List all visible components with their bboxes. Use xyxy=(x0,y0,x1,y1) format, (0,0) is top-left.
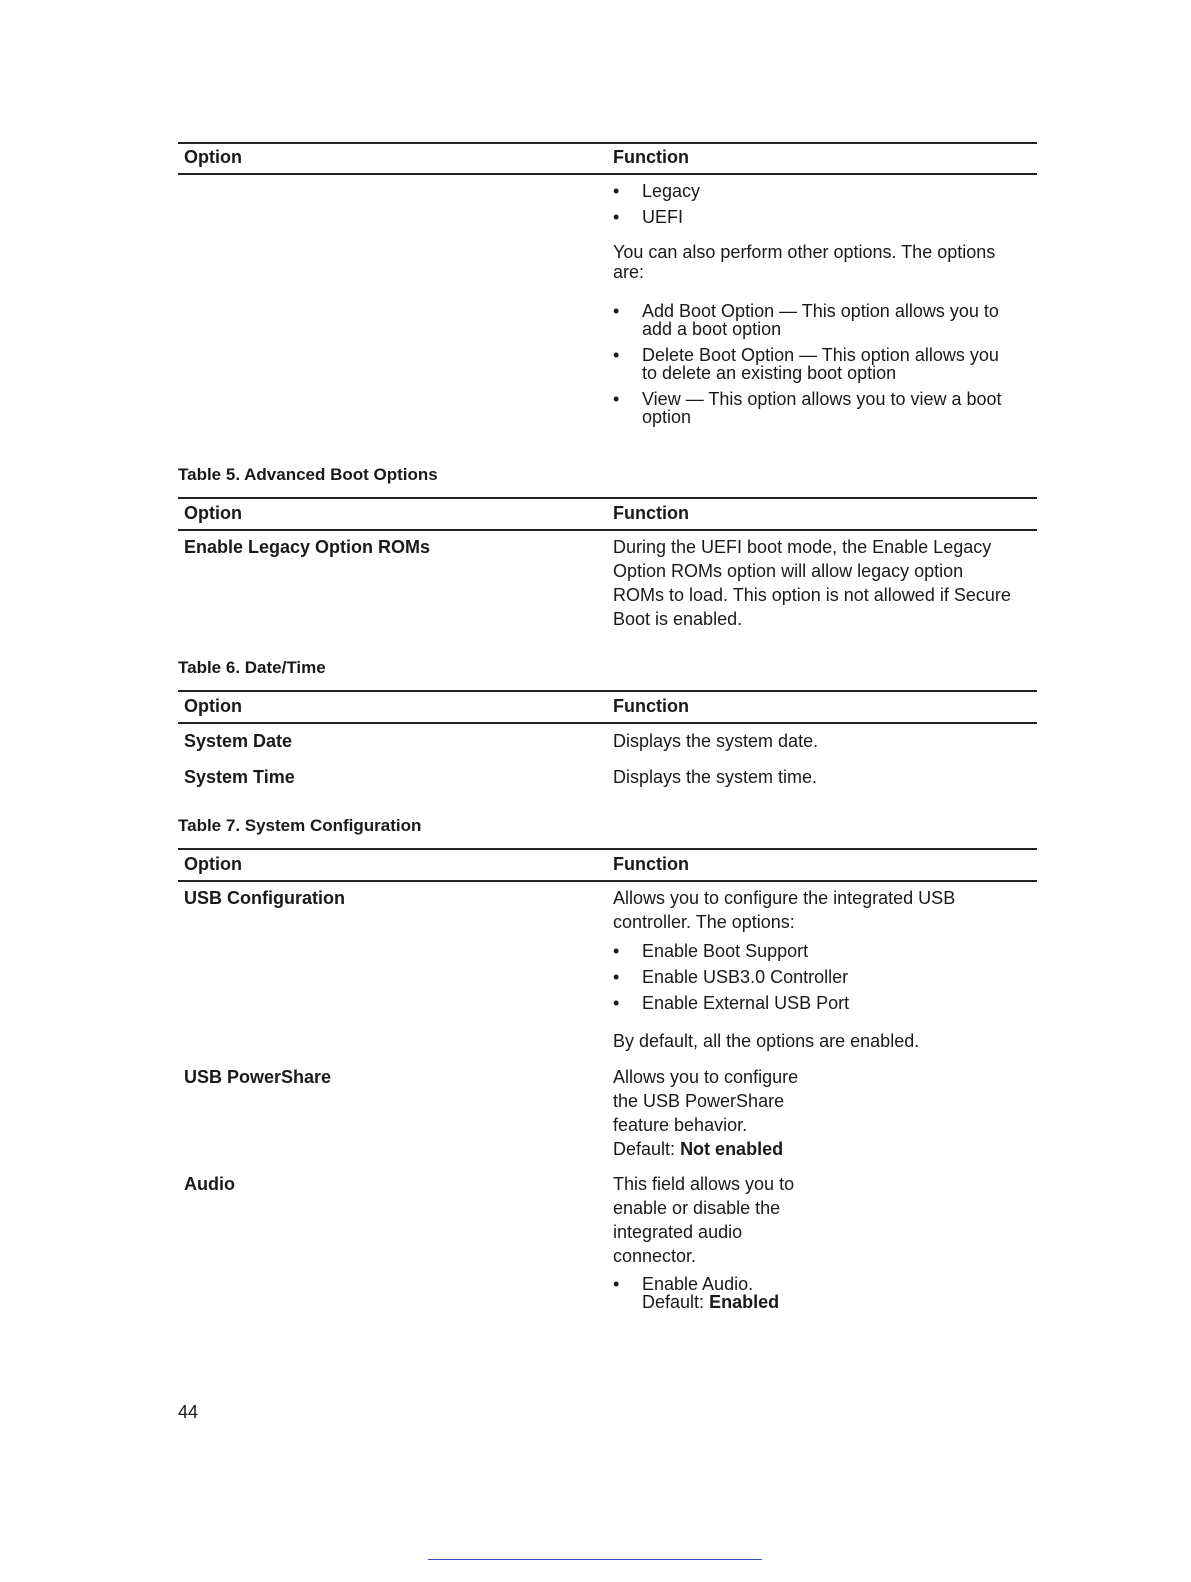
table7-header-function: Function xyxy=(613,854,689,874)
table6-header-rule xyxy=(178,722,1037,724)
bullet-icon: • xyxy=(613,941,620,961)
bullet-icon: • xyxy=(613,345,620,365)
bullet-icon: • xyxy=(613,181,620,201)
bullet-icon: • xyxy=(613,207,620,227)
option-description: This field allows you to enable or disable the integrated audio connector. xyxy=(613,1174,795,1266)
table5-caption: Table 5. Advanced Boot Options xyxy=(178,465,438,484)
option-name: Audio xyxy=(184,1174,235,1194)
option-description: Allows you to configure the integrated USB controller. The options: xyxy=(613,888,956,932)
table7-top-rule xyxy=(178,848,1037,850)
table6-top-rule xyxy=(178,690,1037,692)
footer-divider xyxy=(428,1559,762,1560)
option-description: During the UEFI boot mode, the Enable Legacy Option ROMs option will allow legacy option ROMs to load. This option is not allowed if Secure Boot is enabled. xyxy=(613,537,1011,629)
table5-header-rule xyxy=(178,529,1037,531)
table5-header-function: Function xyxy=(613,503,689,523)
option-name: USB PowerShare xyxy=(184,1067,332,1087)
option-name: System Time xyxy=(184,767,295,787)
table4-header-option: Option xyxy=(184,147,242,167)
table7-header-option: Option xyxy=(184,854,242,874)
table4-header-function: Function xyxy=(613,147,689,167)
option-name: USB Configuration xyxy=(184,888,345,908)
option-name: System Date xyxy=(184,731,293,751)
option-description: Allows you to configure the USB PowerShare feature behavior. Default: Not enabled xyxy=(613,1067,799,1159)
option-note: By default, all the options are enabled. xyxy=(613,1031,920,1051)
bullet-icon: • xyxy=(613,301,620,321)
page-number: 44 xyxy=(178,1402,199,1422)
table6-header-function: Function xyxy=(613,696,689,716)
bullet-icon: • xyxy=(613,1274,620,1294)
table7-header-rule xyxy=(178,880,1037,882)
table4-intro: You can also perform other options. The options are: xyxy=(613,242,996,282)
option-description: Displays the system date. xyxy=(613,731,819,751)
default-value: Not enabled xyxy=(680,1139,784,1159)
table4-header-rule xyxy=(178,173,1037,175)
table6-header-option: Option xyxy=(184,696,242,716)
table4-top-rule xyxy=(178,142,1037,144)
default-value: Enabled xyxy=(709,1292,780,1312)
bullet-icon: • xyxy=(613,389,620,409)
table5-top-rule xyxy=(178,497,1037,499)
option-description: Displays the system time. xyxy=(613,767,818,787)
bullet-icon: • xyxy=(613,993,620,1013)
table5-header-option: Option xyxy=(184,503,242,523)
option-name: Enable Legacy Option ROMs xyxy=(184,537,431,557)
bullet-icon: • xyxy=(613,967,620,987)
table7-caption: Table 7. System Configuration xyxy=(178,816,422,835)
table6-caption: Table 6. Date/Time xyxy=(178,658,326,677)
